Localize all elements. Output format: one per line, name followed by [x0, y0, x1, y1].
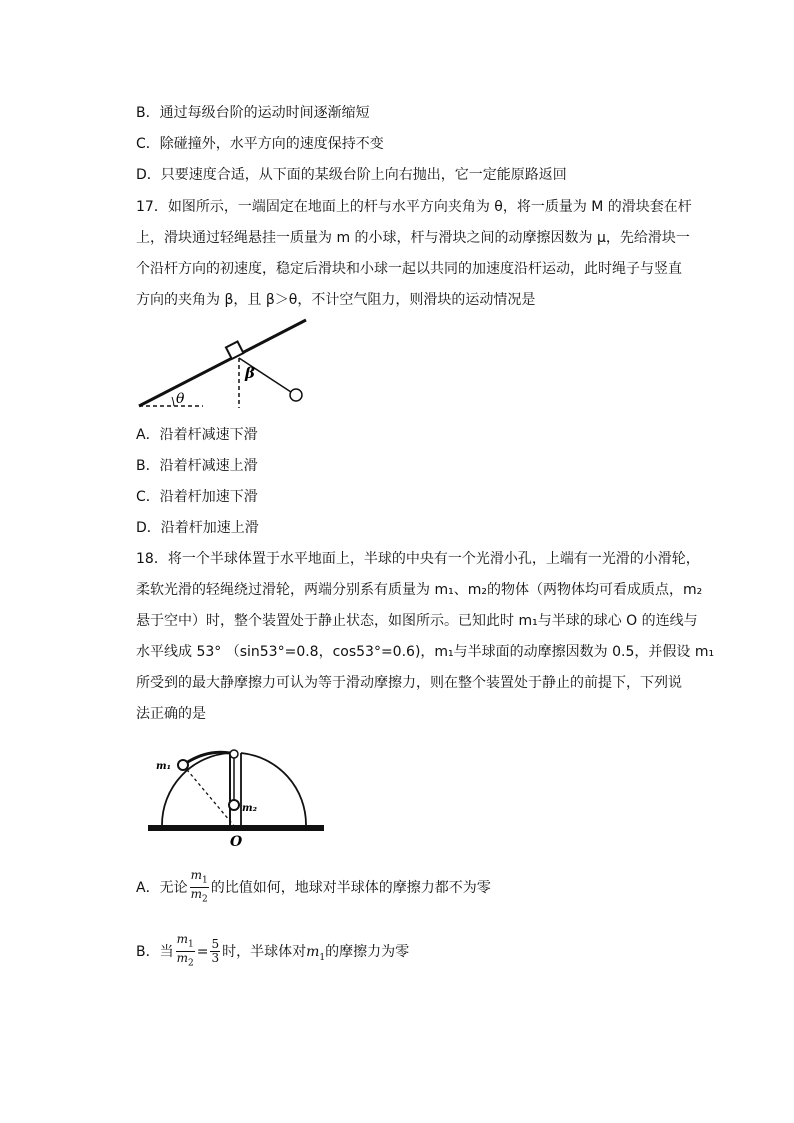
q18-option-b-mid: 时，半球体对: [222, 943, 307, 960]
q18-option-b-prefix: B．当: [136, 943, 174, 960]
q17-stem-4: 方向的夹角为 β，且 β＞θ，不计空气阻力，则滑块的运动情况是: [136, 292, 536, 308]
q17-option-d: D．沿着杆加速上滑: [136, 520, 259, 536]
frac-den-sub: 2: [201, 894, 208, 905]
q18-stem-3: 悬于空中）时，整个装置处于静止状态，如图所示。已知此时 m₁与半球的球心 O 的连线与: [136, 613, 698, 629]
mass-m1-circle: [178, 760, 188, 770]
m2-label: m₂: [242, 803, 257, 814]
rod-line: [139, 320, 306, 406]
frac-three: 3: [211, 951, 220, 966]
m1-label: m₁: [156, 761, 171, 772]
ball-circle: [290, 389, 302, 401]
frac-b-den-sub: 2: [188, 958, 194, 969]
equals-sign: =: [196, 943, 209, 960]
q18-stem-4: 水平线成 53° （sin53°=0.8，cos53°=0.6)，m₁与半球面的动摩擦因数为 0.5，并假设 m₁: [136, 644, 715, 660]
q18-option-b-suffix: 的摩擦力为零: [325, 943, 410, 960]
frac-five: 5: [211, 937, 220, 952]
q18-figure: [146, 745, 328, 850]
q17-stem-2: 上，滑块通过轻绳悬挂一质量为 m 的小球，杆与滑块之间的动摩擦因数为 μ，先给滑块一: [136, 230, 690, 246]
beta-label: β: [245, 364, 255, 382]
q18-option-a: [136, 869, 491, 907]
hemisphere-right: [241, 753, 306, 825]
q18-stem-1: 18．将一个半球体置于水平地面上，半球的中央有一个光滑小孔，上端有一光滑的小滑轮，: [136, 551, 700, 567]
frac-den-m: m: [190, 887, 202, 902]
inline-m: m: [306, 943, 320, 960]
frac-num-m: m: [190, 868, 202, 882]
hemisphere-left: [162, 753, 230, 825]
q17-option-b: B．沿着杆减速上滑: [136, 458, 258, 474]
frac-b-num-sub: 1: [188, 939, 194, 950]
theta-label: θ: [176, 391, 185, 407]
q18-stem-6: 法正确的是: [136, 706, 206, 722]
mass-m2-circle: [229, 800, 239, 810]
q17-figure: [136, 318, 316, 414]
q17-option-a: A．沿着杆减速下滑: [136, 427, 258, 443]
fraction-m1-m2: [190, 869, 209, 907]
frac-b-num-m: m: [176, 932, 188, 946]
q18-stem-2: 柔软光滑的轻绳绕过滑轮，两端分别系有质量为 m₁、m₂的物体（两物体均可看成质点，m₂: [136, 582, 703, 598]
pulley-circle: [230, 750, 238, 758]
o-label: O: [230, 834, 243, 850]
q18-option-a-suffix: 的比值如何，地球对半球体的摩擦力都不为零: [210, 879, 491, 896]
frac-num-sub: 1: [201, 875, 208, 886]
inline-m1: [306, 943, 326, 963]
fraction-5-3: [210, 938, 220, 965]
frac-b-den-m: m: [176, 951, 188, 966]
q17-stem-3: 个沿杆方向的初速度，稳定后滑块和小球一起以共同的加速度沿杆运动，此时绳子与竖直: [136, 261, 682, 277]
slider-block: [226, 341, 243, 358]
fraction-m1-m2-b: [176, 933, 195, 971]
option-c-prev: C．除碰撞外，水平方向的速度保持不变: [136, 136, 384, 152]
inline-sub: 1: [319, 952, 326, 963]
q18-option-a-prefix: A．无论: [136, 879, 188, 896]
option-b-prev: B．通过每级台阶的运动时间逐渐缩短: [136, 105, 370, 121]
q17-option-c: C．沿着杆加速下滑: [136, 489, 258, 505]
q17-stem-1: 17．如图所示，一端固定在地面上的杆与水平方向夹角为 θ，将一质量为 M 的滑块套在杆: [136, 199, 692, 215]
theta-arc: [172, 397, 174, 406]
option-d-prev: D．只要速度合适，从下面的某级台阶上向右抛出，它一定能原路返回: [136, 167, 567, 183]
radius-dash: [183, 765, 235, 827]
ground-bar: [148, 825, 324, 831]
q18-option-b: [136, 933, 409, 971]
q18-stem-5: 所受到的最大静摩擦力可认为等于滑动摩擦力，则在整个装置处于静止的前提下，下列说: [136, 675, 682, 691]
